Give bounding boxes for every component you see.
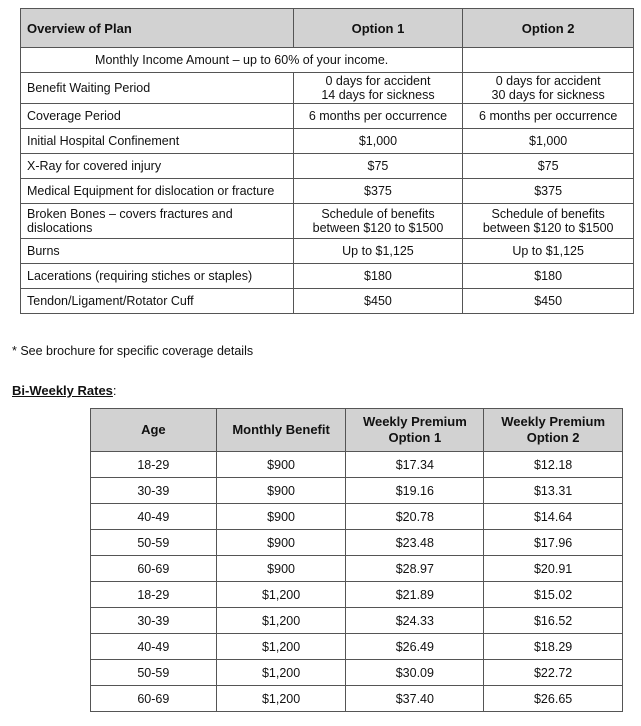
plan-option-2-value (463, 289, 634, 314)
rate-age: 40-49 (91, 634, 217, 660)
header-line: Option 1 (388, 430, 442, 445)
value-line: $180 (534, 269, 563, 283)
plan-header-option-2: Option 2 (463, 9, 634, 48)
income-note-empty-cell (463, 48, 634, 73)
rates-row (91, 556, 623, 582)
plan-row-label: Medical Equipment for dislocation or fracture (21, 179, 294, 204)
plan-row (21, 179, 634, 204)
plan-row (21, 264, 634, 289)
plan-option-1-value (293, 73, 463, 104)
plan-row (21, 73, 634, 104)
plan-option-1-value (293, 154, 463, 179)
rate-option-1: $17.34 (346, 452, 484, 478)
rates-row (91, 582, 623, 608)
plan-option-2-value (463, 104, 634, 129)
value-line: $450 (364, 294, 392, 308)
plan-option-1-value (293, 264, 463, 289)
rates-row (91, 478, 623, 504)
rates-row (91, 608, 623, 634)
value-line: $1,000 (358, 134, 398, 148)
rate-option-1: $24.33 (346, 608, 484, 634)
coverage-footnote: * See brochure for specific coverage details (12, 344, 254, 358)
rate-option-1: $21.89 (346, 582, 484, 608)
rate-monthly-benefit: $1,200 (216, 608, 346, 634)
value-line: Schedule of benefits (491, 207, 605, 221)
rates-header-row (91, 409, 623, 452)
plan-option-2-value (463, 239, 634, 264)
plan-row (21, 129, 634, 154)
plan-row-label: Lacerations (requiring stiches or staples) (21, 264, 294, 289)
plan-row-label: Burns (21, 239, 294, 264)
rate-monthly-benefit: $900 (216, 504, 346, 530)
rates-row (91, 504, 623, 530)
plan-option-1-value (293, 179, 463, 204)
value-line: $180 (364, 269, 392, 283)
rates-row (91, 530, 623, 556)
rates-row (91, 660, 623, 686)
value-line: between $120 to $1500 (312, 221, 444, 235)
header-line: Weekly Premium (501, 414, 606, 429)
plan-row (21, 289, 634, 314)
value-line: Up to $1,125 (342, 244, 414, 258)
value-line: 6 months per occurrence (308, 109, 448, 123)
plan-option-1-value (293, 129, 463, 154)
header-line: Monthly Benefit (232, 422, 330, 437)
rate-option-2: $16.52 (484, 608, 623, 634)
plan-option-1-value (293, 204, 463, 239)
rate-option-1: $19.16 (346, 478, 484, 504)
plan-row (21, 154, 634, 179)
plan-row-label: Broken Bones – covers fractures and dislocations (21, 204, 294, 239)
rates-header-cell (484, 409, 623, 452)
rate-age: 50-59 (91, 660, 217, 686)
rates-header-cell (346, 409, 484, 452)
value-line: 14 days for sickness (321, 88, 435, 102)
bi-weekly-rates-table (90, 408, 623, 712)
value-line: $450 (534, 294, 563, 308)
rate-age: 30-39 (91, 608, 217, 634)
rate-age: 40-49 (91, 504, 217, 530)
rate-monthly-benefit: $1,200 (216, 686, 346, 712)
rate-age: 30-39 (91, 478, 217, 504)
plan-option-1-value (293, 104, 463, 129)
header-line: Weekly Premium (362, 414, 467, 429)
rate-option-2: $18.29 (484, 634, 623, 660)
plan-row-label: X-Ray for covered injury (21, 154, 294, 179)
plan-row (21, 239, 634, 264)
plan-option-1-value (293, 239, 463, 264)
value-line: $375 (364, 184, 392, 198)
rate-monthly-benefit: $1,200 (216, 634, 346, 660)
rate-option-2: $22.72 (484, 660, 623, 686)
rate-age: 18-29 (91, 452, 217, 478)
rate-option-1: $28.97 (346, 556, 484, 582)
value-line: 30 days for sickness (491, 88, 605, 102)
rates-row (91, 452, 623, 478)
rate-option-2: $26.65 (484, 686, 623, 712)
plan-option-2-value (463, 129, 634, 154)
plan-row-label: Initial Hospital Confinement (21, 129, 294, 154)
income-note-row (21, 48, 634, 73)
income-note: Monthly Income Amount – up to 60% of your income. (21, 48, 463, 73)
plan-header-row (21, 9, 634, 48)
plan-option-2-value (463, 73, 634, 104)
value-line: Schedule of benefits (321, 207, 435, 221)
rate-option-2: $12.18 (484, 452, 623, 478)
plan-header-option-1: Option 1 (293, 9, 463, 48)
plan-header-overview: Overview of Plan (21, 9, 294, 48)
rate-option-2: $13.31 (484, 478, 623, 504)
rates-heading (12, 383, 117, 398)
rate-monthly-benefit: $900 (216, 478, 346, 504)
plan-option-2-value (463, 204, 634, 239)
value-line: between $120 to $1500 (482, 221, 614, 235)
plan-overview-table (20, 8, 634, 314)
rates-header-cell (216, 409, 346, 452)
rate-option-1: $30.09 (346, 660, 484, 686)
plan-option-2-value (463, 264, 634, 289)
plan-row-label: Coverage Period (21, 104, 294, 129)
plan-row-label: Benefit Waiting Period (21, 73, 294, 104)
rates-heading-colon: : (112, 383, 117, 398)
value-line: $75 (537, 159, 559, 173)
rate-option-1: $37.40 (346, 686, 484, 712)
rate-monthly-benefit: $900 (216, 530, 346, 556)
value-line: $375 (534, 184, 563, 198)
rate-option-2: $17.96 (484, 530, 623, 556)
header-line: Option 2 (526, 430, 580, 445)
plan-option-2-value (463, 179, 634, 204)
rate-monthly-benefit: $1,200 (216, 582, 346, 608)
value-line: 0 days for accident (495, 74, 601, 88)
value-line: 0 days for accident (325, 74, 431, 88)
rates-row (91, 686, 623, 712)
rate-age: 50-59 (91, 530, 217, 556)
rate-age: 60-69 (91, 556, 217, 582)
plan-option-2-value (463, 154, 634, 179)
rates-row (91, 634, 623, 660)
rates-header-cell (91, 409, 217, 452)
rate-option-1: $26.49 (346, 634, 484, 660)
value-line: Up to $1,125 (512, 244, 584, 258)
rate-option-2: $20.91 (484, 556, 623, 582)
rate-option-2: $14.64 (484, 504, 623, 530)
plan-row-label: Tendon/Ligament/Rotator Cuff (21, 289, 294, 314)
plan-row (21, 204, 634, 239)
value-line: 6 months per occurrence (479, 109, 618, 123)
rate-monthly-benefit: $900 (216, 556, 346, 582)
rate-age: 18-29 (91, 582, 217, 608)
rate-option-1: $23.48 (346, 530, 484, 556)
plan-option-1-value (293, 289, 463, 314)
header-line: Age (141, 422, 166, 437)
value-line: $1,000 (529, 134, 568, 148)
rate-option-2: $15.02 (484, 582, 623, 608)
rate-monthly-benefit: $900 (216, 452, 346, 478)
rate-monthly-benefit: $1,200 (216, 660, 346, 686)
plan-row (21, 104, 634, 129)
rates-heading-text: Bi-Weekly Rates (12, 383, 113, 398)
value-line: $75 (367, 159, 389, 173)
rate-age: 60-69 (91, 686, 217, 712)
rate-option-1: $20.78 (346, 504, 484, 530)
